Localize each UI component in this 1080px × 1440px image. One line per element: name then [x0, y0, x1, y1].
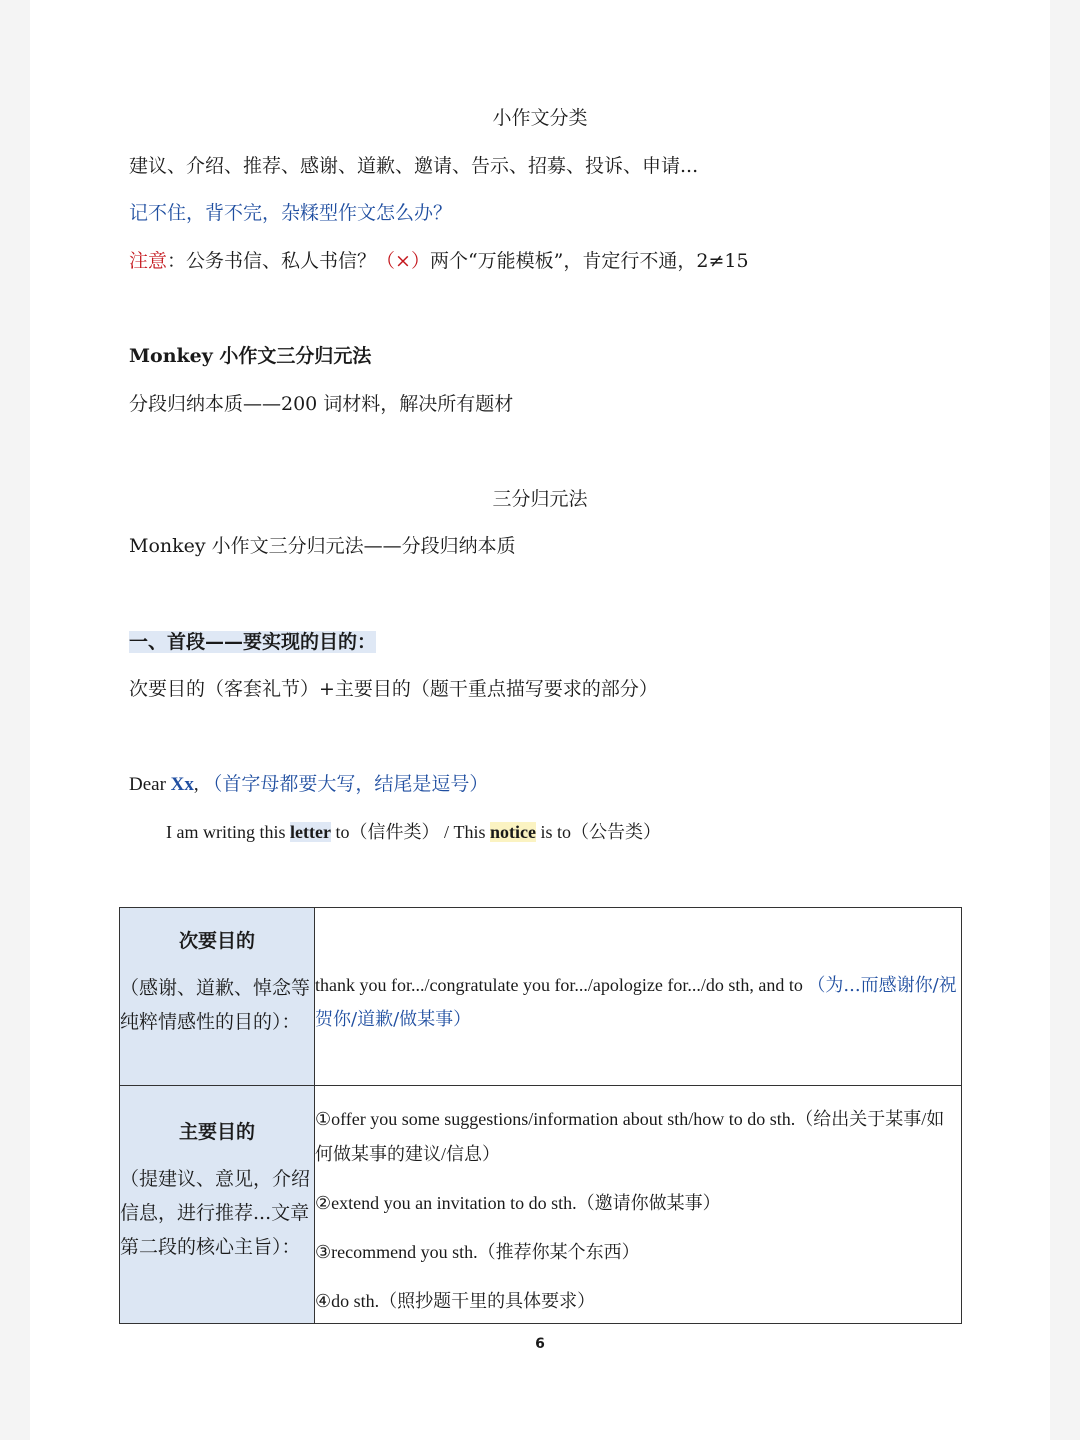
section-1-title	[129, 629, 376, 655]
page-number: 6	[535, 1336, 545, 1352]
notice-word: notice	[489, 822, 536, 842]
item-1-text: offer you some suggestions/information about sth/how to do sth.（给出关于某事/如何做某事的建议/信息）	[315, 1109, 945, 1164]
main-purpose-item-1	[315, 1102, 961, 1172]
table-row-secondary	[120, 908, 962, 1086]
secondary-purpose-content-cell	[315, 908, 962, 1086]
writing-part-2: to（信件类） / This	[330, 822, 490, 842]
item-3-number: ③	[315, 1242, 332, 1263]
writing-part-1: I am writing this	[166, 822, 290, 842]
main-purpose-item-4	[315, 1284, 961, 1319]
item-2-number: ②	[315, 1193, 332, 1214]
dear-line	[129, 772, 488, 798]
secondary-purpose-content-en: thank you for.../congratulate you for.../apologize for.../do sth, and to	[315, 975, 808, 995]
heading-essay-categories: 小作文分类	[492, 107, 588, 129]
main-purpose-label-cell	[120, 1086, 315, 1324]
purpose-line: 次要目的（客套礼节）+主要目的（题干重点描写要求的部分）	[129, 678, 658, 700]
item-3-text: recommend you sth.（推荐你某个东西）	[331, 1242, 640, 1262]
monkey-subtitle: 分段归纳本质——200 词材料，解决所有题材	[129, 393, 514, 415]
note-text-2: 两个“万能模板”，肯定行不通，2≠15	[429, 250, 749, 272]
note-label: 注意	[129, 250, 168, 272]
item-4-number: ④	[315, 1291, 332, 1312]
letter-word: letter	[290, 822, 331, 842]
item-4-text: do sth.（照抄题干里的具体要求）	[331, 1291, 596, 1311]
table-row-main	[120, 1086, 962, 1324]
secondary-purpose-label-cell	[120, 908, 315, 1086]
secondary-purpose-title: 次要目的	[178, 930, 255, 952]
secondary-purpose-content	[315, 968, 961, 1037]
purpose-table	[119, 907, 962, 1324]
secondary-purpose-content-cn: （为...而感谢你/祝贺你/道歉/做某事）	[315, 975, 957, 1030]
dear-note: （首字母都要大写，结尾是逗号）	[203, 774, 489, 795]
heading-three-part-method: 三分归元法	[492, 488, 588, 510]
monkey-line-2-text: Monkey 小作文三分归元法——分段归纳本质	[129, 535, 516, 557]
note-line	[129, 248, 749, 274]
section-1-title-text: 一、首段——要实现的目的：	[129, 631, 377, 653]
dear-comma: ,	[193, 774, 199, 795]
monkey-line-2	[129, 533, 516, 559]
monkey-title: Monkey 小作文三分归元法	[129, 345, 372, 367]
note-colon: ：	[167, 250, 187, 272]
question-line: 记不住，背不完，杂糅型作文怎么办？	[129, 202, 453, 224]
main-purpose-content-cell	[315, 1086, 962, 1324]
secondary-purpose-desc: （感谢、道歉、悼念等纯粹情感性的目的）：	[120, 977, 311, 1033]
dear-prefix: Dear	[129, 774, 171, 795]
writing-line	[166, 819, 661, 845]
main-purpose-title: 主要目的	[178, 1121, 255, 1143]
note-text-1: 公务书信、私人书信？	[186, 250, 377, 272]
categories-line: 建议、介绍、推荐、感谢、道歉、邀请、告示、招募、投诉、申请...	[129, 155, 699, 177]
dear-name: Xx	[170, 774, 194, 795]
writing-part-3: is to（公告类）	[535, 822, 661, 842]
item-2-text: extend you an invitation to do sth.（邀请你做某事）	[331, 1193, 721, 1213]
main-purpose-desc: （提建议、意见，介绍信息，进行推荐...文章第二段的核心主旨）：	[120, 1168, 311, 1258]
note-cross: （×）	[376, 250, 430, 272]
main-purpose-item-3	[315, 1235, 961, 1270]
main-purpose-item-2	[315, 1186, 961, 1221]
item-1-number: ①	[315, 1109, 332, 1130]
